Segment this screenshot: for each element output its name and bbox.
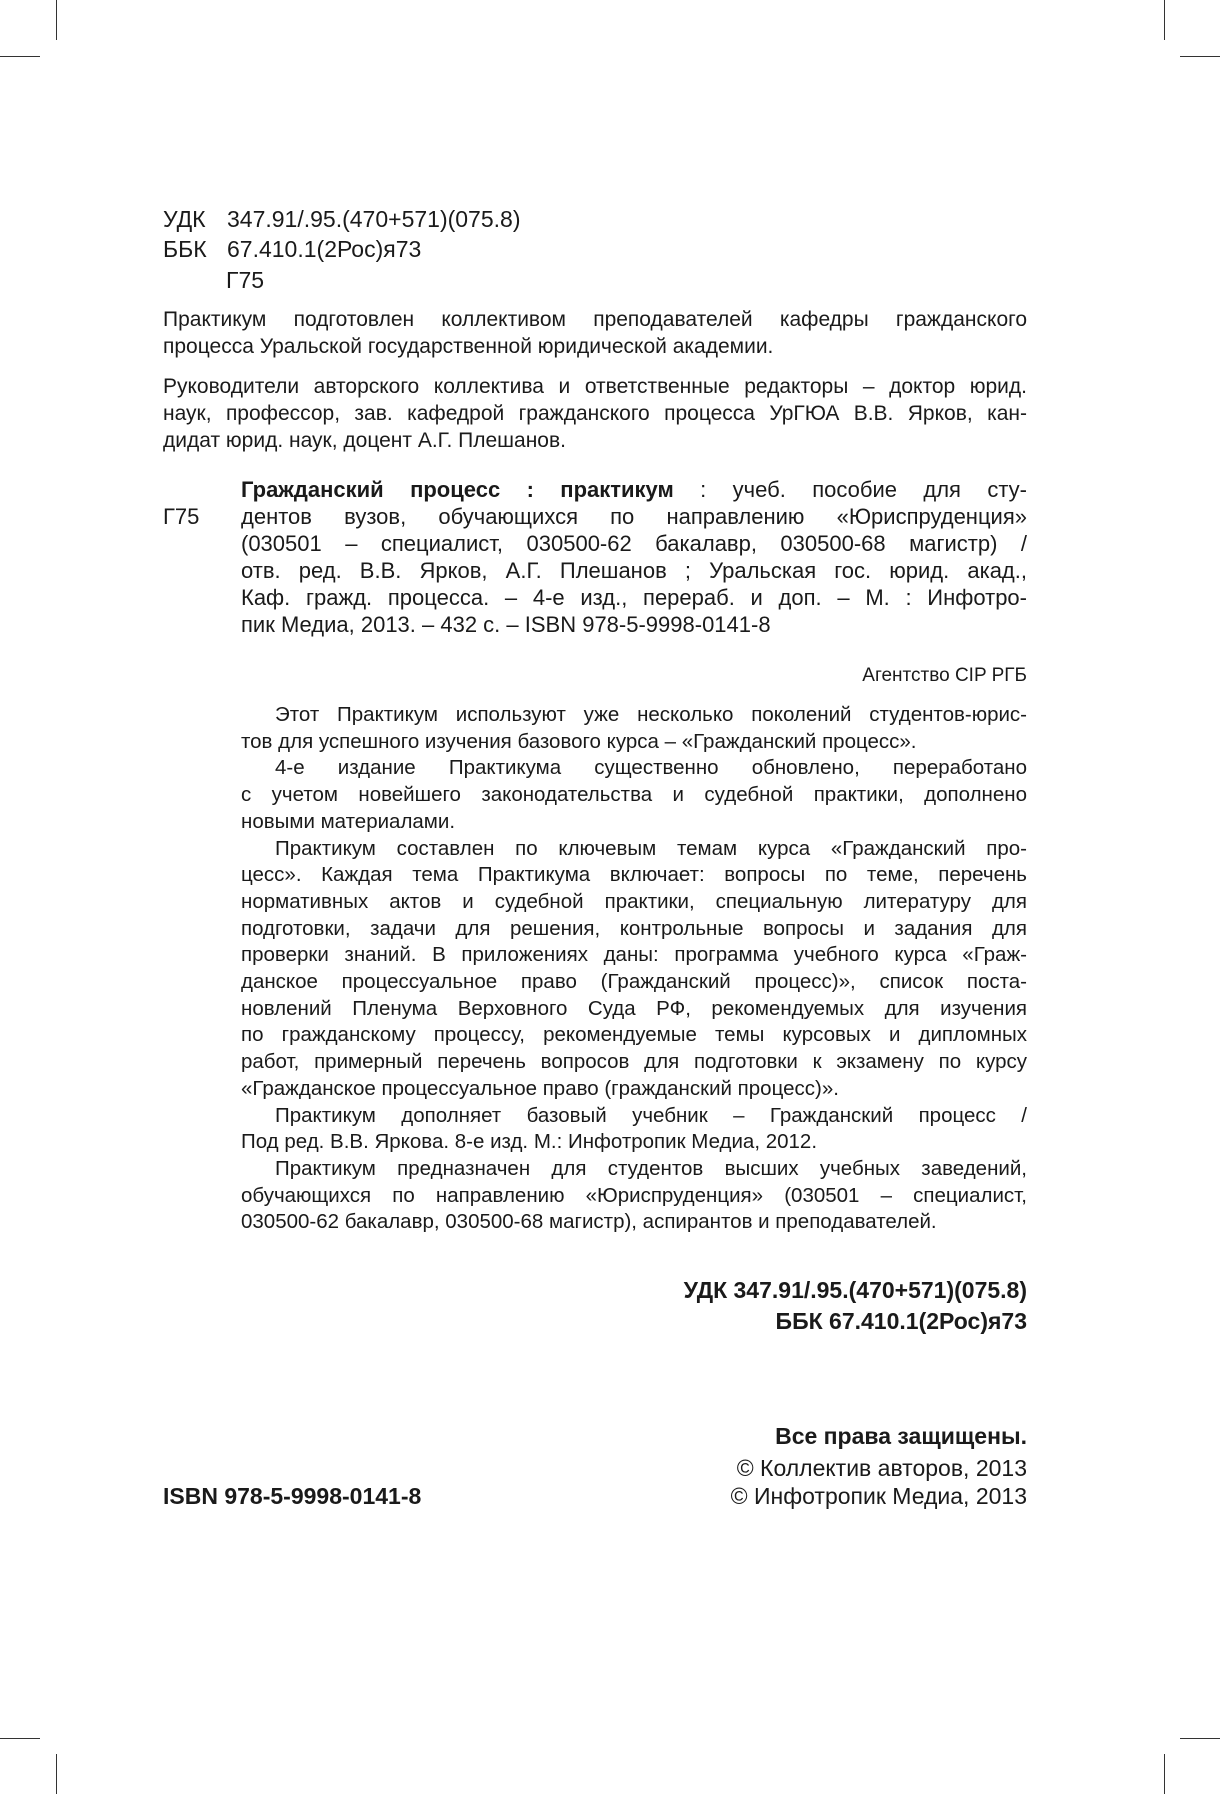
crop-mark [56,0,57,40]
annotation-line: тов для успешного изучения базового курса – «Гражданский процесс». [241,729,917,753]
crop-mark [1180,1738,1220,1739]
bbk-bold: ББК 67.410.1(2Рос)я73 [775,1308,1027,1334]
biblio-line: дентов вузов, обучающихся по направлению «Юриспруденция» [241,504,1027,529]
annotation-line: проверки знаний. В приложениях даны: программа учебного курса «Граж- [241,943,1027,967]
annotation-line: Практикум дополняет базовый учебник – Гражданский процесс / [275,1103,1027,1127]
annotation-line: Практикум предназначен для студентов высших учебных заведений, [275,1156,1027,1180]
editors-line-1: Руководители авторского коллектива и ответственные редакторы – доктор юрид. [163,375,1027,398]
copyright-publisher: © Инфотропик Медиа, 2013 [730,1483,1027,1509]
annotation-line: данское процессуальное право (Гражданский процесс)», список поста- [241,970,1027,994]
copyright-authors: © Коллектив авторов, 2013 [736,1455,1027,1481]
isbn: ISBN 978-5-9998-0141-8 [163,1483,422,1509]
udk-value: 347.91/.95.(470+571)(075.8) [227,206,521,232]
book-title: Гражданский процесс : практикум [241,477,674,502]
annotation-line: новыми материалами. [241,809,456,833]
annotation-line: цесс». Каждая тема Практикума включает: вопросы по теме, перечень [241,863,1027,887]
crop-mark [1164,1754,1165,1794]
biblio-line: отв. ред. В.В. Ярков, А.Г. Плешанов ; Уральская гос. юрид. акад., [241,558,1027,583]
author-mark-top: Г75 [226,267,265,293]
annotation-line: по гражданскому процессу, рекомендуемые темы курсовых и дипломных [241,1023,1027,1047]
bbk-value: 67.410.1(2Рос)я73 [227,236,422,262]
annotation-line: работ, примерный перечень вопросов для подготовки к экзамену по курсу [241,1050,1027,1074]
biblio-line-1 [241,476,1027,503]
editors-line-3: дидат юрид. наук, доцент А.Г. Плешанов. [163,429,566,452]
crop-mark [1180,56,1220,57]
editors-line-2: наук, профессор, зав. кафедрой гражданского процесса УрГЮА В.В. Ярков, кан- [163,402,1027,425]
annotation-line: 030500-62 бакалавр, 030500-68 магистр), аспирантов и преподавателей. [241,1210,937,1234]
annotation [241,702,1027,1236]
annotation-line: подготовки, задачи для решения, контрольные вопросы и задания для [241,916,1027,940]
rights-reserved: Все права защищены. [775,1423,1027,1449]
bbk-label: ББК [163,236,207,262]
annotation-line: Под ред. В.В. Яркова. 8-е изд. М.: Инфотропик Медиа, 2012. [241,1130,818,1154]
author-mark-side: Г75 [163,504,200,529]
annotation-line: новлений Пленума Верховного Суда РФ, рекомендуемых для изучения [241,996,1027,1020]
crop-mark [0,56,40,57]
udk-bold: УДК 347.91/.95.(470+571)(075.8) [683,1277,1027,1303]
udk-label: УДК [163,206,206,232]
annotation-line: «Гражданское процессуальное право (гражданский процесс)». [241,1076,839,1100]
biblio-line: Каф. гражд. процесса. – 4-е изд., перераб. и доп. – М. : Инфотро- [241,585,1027,610]
udk-line [163,206,520,233]
crop-mark [1164,0,1165,40]
annotation-line: обучающихся по направлению «Юриспруденция» (030501 – специалист, [241,1183,1027,1207]
annotation-line: 4-е издание Практикума существенно обновлено, переработано [275,756,1027,780]
annotation-line: Практикум составлен по ключевым темам курса «Гражданский про- [275,836,1027,860]
biblio-line: пик Медиа, 2013. – 432 с. – ISBN 978-5-9998-0141-8 [241,612,771,637]
annotation-line: нормативных актов и судебной практики, специальную литературу для [241,889,1027,913]
prepared-line-1: Практикум подготовлен коллективом преподавателей кафедры гражданского [163,308,1027,331]
cip-agency: Агентство CIP РГБ [862,665,1027,686]
annotation-line: Этот Практикум используют уже несколько поколений студентов-юрис- [275,703,1027,726]
crop-mark [56,1754,57,1794]
bbk-line [163,236,421,263]
crop-mark [0,1738,40,1739]
annotation-line: с учетом новейшего законодательства и судебной практики, дополнено [241,783,1027,807]
biblio-line: (030501 – специалист, 030500-62 бакалавр, 030500-68 магистр) / [241,531,1027,556]
prepared-line-2: процесса Уральской государственной юридической академии. [163,335,774,358]
book-subtitle: : учеб. пособие для сту- [673,477,1027,502]
